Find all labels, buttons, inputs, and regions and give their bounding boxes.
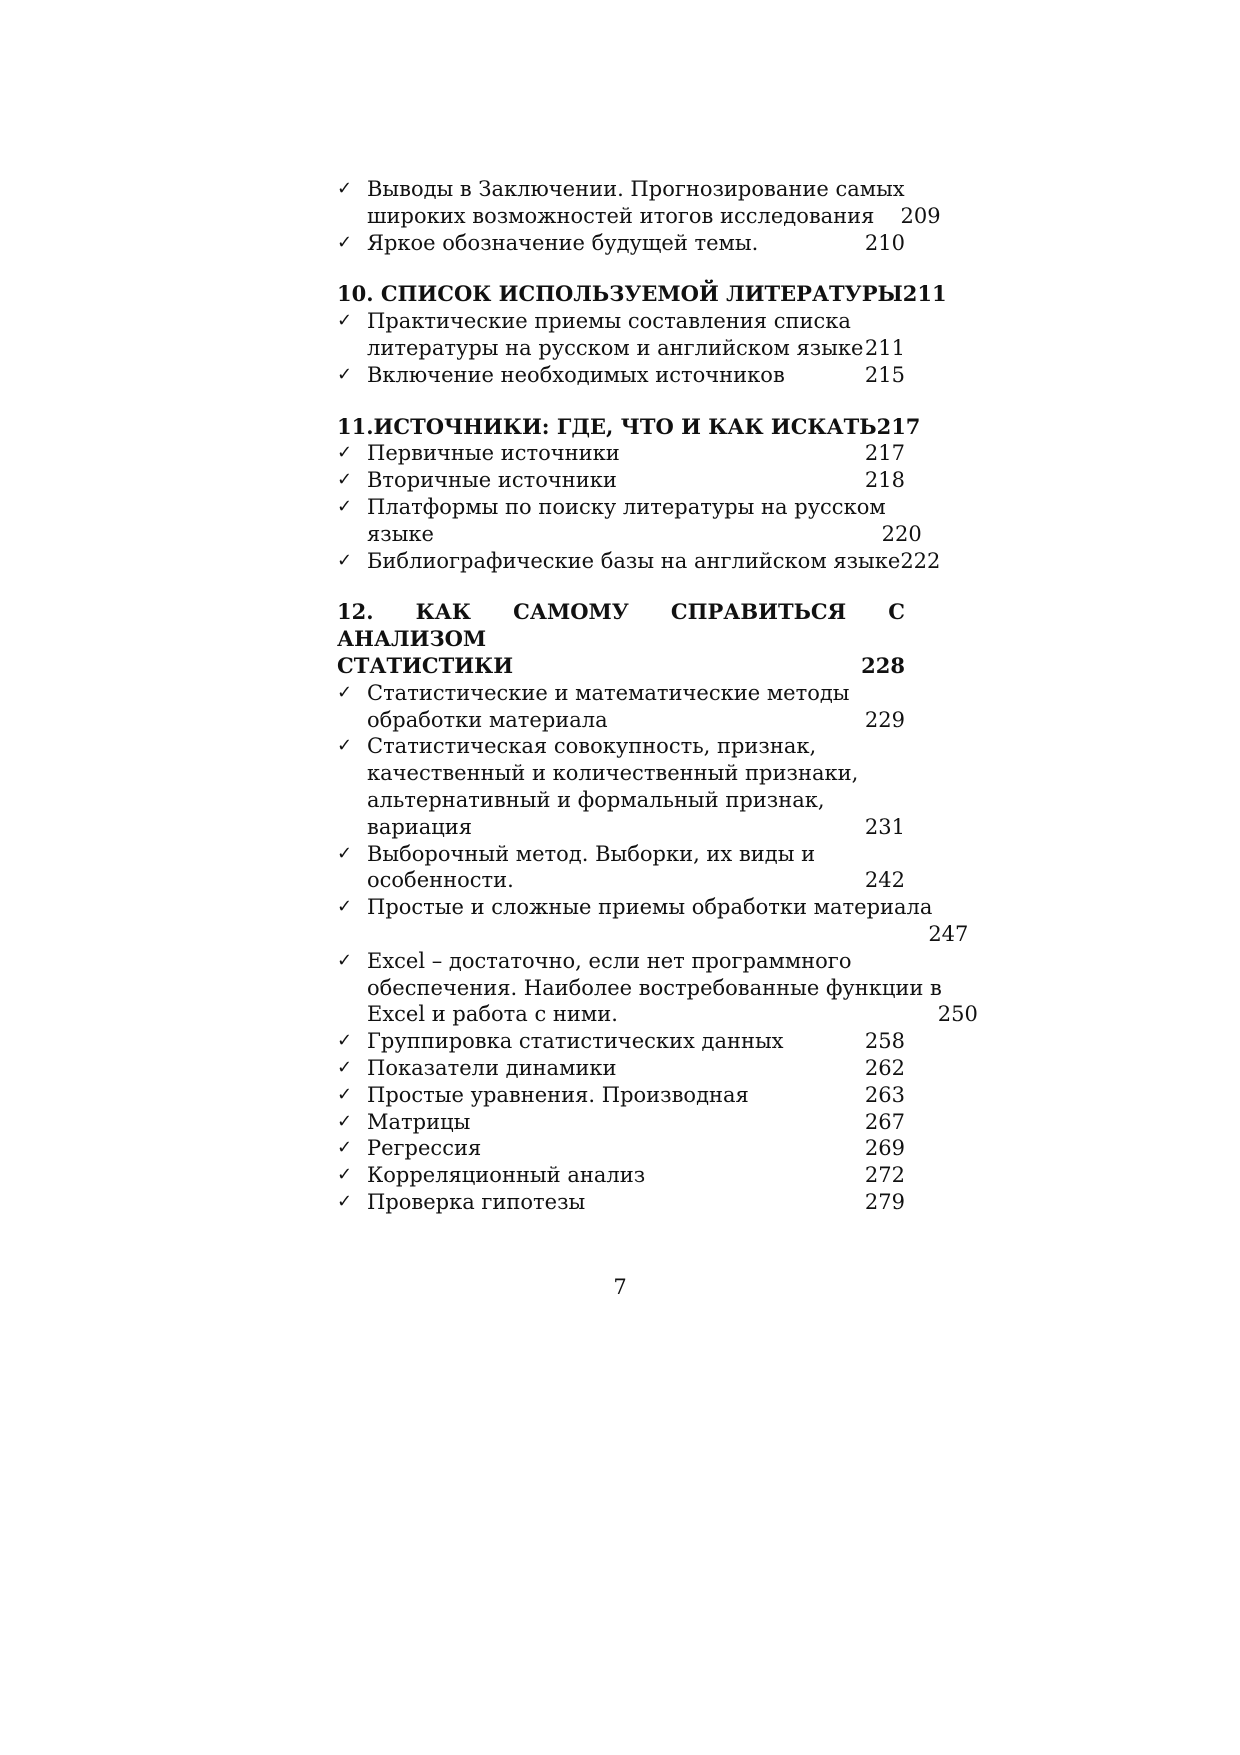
toc-entry-page-number: 211	[864, 335, 905, 360]
toc-entry-text: альтернативный и формальный признак,	[367, 787, 825, 812]
toc-entry	[337, 733, 905, 840]
toc-section-10	[337, 281, 947, 388]
page-number: 7	[613, 1275, 627, 1299]
toc-entry-line	[367, 894, 968, 921]
section-heading	[337, 281, 947, 308]
toc-entry-text: Корреляционный анализ	[367, 1163, 646, 1188]
toc-entry-text: обеспечения. Наиболее востребованные функции в	[367, 975, 942, 1000]
toc-entry-text: литературы на русском и английском языке	[367, 335, 864, 360]
toc-entry-line	[367, 521, 922, 548]
checkmark-icon: ✓	[337, 310, 353, 332]
toc-entry-text: Первичные источники	[367, 441, 620, 466]
checkmark-icon: ✓	[337, 495, 353, 517]
toc-entry-text: вариация	[367, 814, 473, 839]
toc-entry-line	[367, 787, 905, 814]
toc-entry-line	[367, 440, 905, 467]
toc-entry-body	[367, 548, 940, 575]
toc-entry-body	[367, 494, 922, 548]
toc-entry-line	[367, 1162, 905, 1189]
section-title-line-2: СТАТИСТИКИ	[337, 652, 514, 678]
toc-entry-text: Показатели динамики	[367, 1055, 617, 1080]
section-title: 10. СПИСОК ИСПОЛЬЗУЕМОЙ ЛИТЕРАТУРЫ	[337, 281, 903, 307]
toc-entry-line	[367, 1055, 905, 1082]
toc-entry-page-number: 272	[864, 1163, 905, 1188]
checkmark-icon: ✓	[337, 735, 353, 757]
toc-entry-body	[367, 308, 905, 362]
section-page-number: 228	[861, 652, 905, 678]
section-page-number: 211	[902, 281, 947, 307]
toc-entry-page-number	[932, 894, 968, 921]
section-title: 11.ИСТОЧНИКИ: ГДЕ, ЧТО И КАК ИСКАТЬ	[337, 413, 877, 439]
checkmark-icon: ✓	[337, 469, 353, 491]
toc-entry-body	[367, 733, 905, 840]
toc-entry-page-number: 215	[864, 362, 905, 387]
toc-entry-text: Проверка гипотезы	[367, 1189, 586, 1214]
toc-entry	[337, 948, 978, 1028]
toc-entry-page-number	[942, 948, 978, 975]
toc-entry-line	[367, 814, 905, 841]
toc-entry-line	[367, 203, 941, 230]
toc-entry-line	[367, 308, 905, 335]
toc-entry-page-number: 220	[881, 521, 922, 546]
section-items	[337, 680, 978, 1216]
toc-entry-page-number	[869, 680, 905, 707]
toc-entry-text: Excel и работа с ними.	[367, 1002, 618, 1027]
toc-entry-body	[367, 1135, 905, 1162]
checkmark-icon: ✓	[337, 842, 353, 864]
toc-entry-line	[367, 680, 905, 707]
table-of-contents	[337, 176, 978, 1241]
toc-entry	[337, 1109, 905, 1136]
toc-entry-line	[367, 176, 941, 203]
toc-entry-line	[367, 733, 905, 760]
checkmark-icon: ✓	[337, 231, 353, 253]
toc-entry-page-number: 279	[864, 1189, 905, 1214]
toc-intro-items	[337, 176, 941, 256]
checkmark-icon: ✓	[337, 681, 353, 703]
toc-entry-page-number: 242	[864, 868, 905, 893]
toc-entry	[337, 230, 905, 257]
toc-entry-body	[367, 1162, 905, 1189]
toc-entry-text: широких возможностей итогов исследования	[367, 203, 875, 228]
section-heading	[337, 413, 921, 441]
toc-entry-body	[367, 894, 968, 948]
toc-entry-text: Практические приемы составления списка	[367, 309, 851, 334]
section-items	[337, 308, 905, 388]
toc-entry-page-number	[869, 760, 905, 787]
toc-entry-text: Статистические и математические методы	[367, 680, 850, 705]
checkmark-icon: ✓	[337, 178, 353, 199]
toc-entry-body	[367, 230, 905, 257]
checkmark-icon: ✓	[337, 949, 353, 971]
toc-entry-body	[367, 1055, 905, 1082]
toc-entry-page-number	[869, 308, 905, 335]
toc-entry-body	[367, 1028, 905, 1055]
toc-entry-page-number: 222	[900, 548, 941, 573]
toc-entry-line	[367, 1028, 905, 1055]
toc-entry	[337, 894, 969, 948]
toc-entry-body	[367, 1189, 905, 1216]
checkmark-icon: ✓	[337, 1030, 353, 1052]
checkmark-icon: ✓	[337, 1137, 353, 1159]
toc-entry-text: Яркое обозначение будущей темы.	[367, 230, 759, 255]
checkmark-icon: ✓	[337, 1083, 353, 1105]
toc-entry-page-number: 269	[864, 1136, 905, 1161]
toc-entry	[337, 680, 905, 734]
toc-entry-text: Статистическая совокупность, признак,	[367, 734, 817, 759]
toc-entry-page-number: 231	[864, 814, 905, 839]
toc-entry-page-number: 229	[864, 707, 905, 732]
toc-entry-page-number: 218	[864, 468, 905, 493]
toc-entry-text: качественный и количественный признаки,	[367, 761, 859, 786]
toc-entry-line	[367, 467, 905, 494]
checkmark-icon: ✓	[337, 1164, 353, 1186]
section-page-number: 217	[876, 413, 921, 439]
toc-entry-page-number: 217	[864, 441, 905, 466]
toc-entry-line	[367, 362, 905, 389]
toc-entry-body	[367, 1082, 905, 1109]
toc-entry-page-number	[869, 841, 905, 868]
toc-entry	[337, 1082, 905, 1109]
toc-entry-page-number: 210	[864, 230, 905, 255]
toc-entry-body	[367, 467, 905, 494]
toc-entry-page-number	[869, 787, 905, 814]
toc-entry-line	[367, 1135, 905, 1162]
toc-entry-text: Простые и сложные приемы обработки материала	[367, 895, 933, 920]
toc-entry-page-number: 209	[900, 203, 941, 228]
toc-entry-page-number: 247	[928, 921, 969, 946]
toc-entry-body	[367, 680, 905, 734]
toc-entry-body	[367, 948, 978, 1028]
toc-entry	[337, 440, 905, 467]
toc-entry	[337, 1162, 905, 1189]
toc-entry-line	[367, 921, 968, 948]
toc-entry-text: Выборочный метод. Выборки, их виды и	[367, 841, 816, 866]
toc-entry-page-number	[942, 975, 978, 1002]
checkmark-icon: ✓	[337, 442, 353, 464]
toc-entry	[337, 308, 905, 362]
toc-entry-body	[367, 841, 905, 895]
toc-entry-page-number	[869, 733, 905, 760]
toc-entry-text: Простые уравнения. Производная	[367, 1082, 749, 1107]
toc-section-11	[337, 413, 941, 575]
toc-entry-line	[367, 1189, 905, 1216]
toc-entry-text: Библиографические базы на английском языке	[367, 548, 901, 573]
toc-entry-line	[367, 760, 905, 787]
checkmark-icon: ✓	[337, 1056, 353, 1078]
toc-entry-page-number: 267	[864, 1109, 905, 1134]
toc-entry	[337, 1055, 905, 1082]
checkmark-icon: ✓	[337, 363, 353, 385]
toc-entry-text: Выводы в Заключении. Прогнозирование самых	[367, 177, 905, 201]
toc-entry-text: Группировка статистических данных	[367, 1029, 784, 1054]
toc-entry	[337, 841, 905, 895]
toc-entry-line	[367, 335, 905, 362]
toc-entry-line	[367, 230, 905, 257]
toc-entry	[337, 176, 941, 230]
toc-entry	[337, 467, 905, 494]
toc-entry-body	[367, 176, 941, 230]
toc-entry	[337, 1189, 905, 1216]
toc-entry-page-number	[905, 176, 941, 203]
toc-entry-page-number: 250	[937, 1002, 978, 1027]
toc-entry-line	[367, 494, 922, 521]
toc-entry-page-number: 263	[864, 1082, 905, 1107]
checkmark-icon: ✓	[337, 896, 353, 918]
toc-entry-line	[367, 1001, 978, 1028]
toc-entry-text: Вторичные источники	[367, 468, 617, 493]
toc-entry-body	[367, 1109, 905, 1136]
toc-entry-text: Включение необходимых источников	[367, 362, 785, 387]
section-items	[337, 440, 941, 574]
section-title-line-1: 12. КАК САМОМУ СПРАВИТЬСЯ С АНАЛИЗОМ	[337, 599, 905, 652]
toc-entry-page-number	[886, 494, 922, 521]
toc-entry-line	[367, 707, 905, 734]
toc-entry-line	[367, 867, 905, 894]
toc-entry-page-number: 262	[864, 1055, 905, 1080]
toc-entry-text: обработки материала	[367, 707, 608, 732]
toc-entry-text: особенности.	[367, 868, 514, 893]
toc-entry-line	[367, 548, 940, 575]
toc-entry-text: Платформы по поиску литературы на русском	[367, 494, 886, 519]
toc-entry-line	[367, 1082, 905, 1109]
toc-entry-body	[367, 362, 905, 389]
toc-section-12	[337, 599, 978, 1215]
toc-entry	[337, 494, 922, 548]
toc-entry	[337, 1028, 905, 1055]
toc-entry-text: Регрессия	[367, 1136, 482, 1161]
toc-entry	[337, 1135, 905, 1162]
toc-entry	[337, 362, 905, 389]
toc-entry-line	[367, 948, 978, 975]
toc-entry-body	[367, 440, 905, 467]
section-heading	[337, 653, 905, 680]
toc-entry-text: Матрицы	[367, 1109, 471, 1134]
checkmark-icon: ✓	[337, 1110, 353, 1132]
toc-entry	[337, 548, 941, 575]
toc-entry-text: языке	[367, 521, 434, 546]
toc-entry-line	[367, 841, 905, 868]
toc-entry-line	[367, 975, 978, 1002]
toc-entry-text: Excel – достаточно, если нет программного	[367, 948, 852, 973]
checkmark-icon: ✓	[337, 1190, 353, 1212]
toc-entry-line	[367, 1109, 905, 1136]
checkmark-icon: ✓	[337, 549, 353, 571]
toc-entry-page-number: 258	[864, 1029, 905, 1054]
